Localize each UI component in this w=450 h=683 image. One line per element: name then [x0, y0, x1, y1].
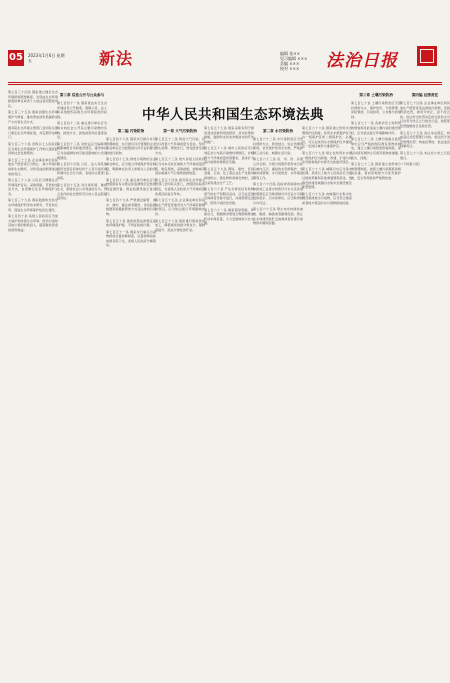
- chapter-heading: 第二编 污染防治: [117, 129, 145, 133]
- chapter-heading: 第一章 大气污染防治: [163, 129, 197, 133]
- article-paragraph: （下转第六版）: [400, 162, 422, 167]
- article-paragraph: 第七百五十七条 国家采取有利于煤炭清洁高效利用的经济、技术政策和措施，鼓励和支持洁净煤技术的开发和推广。: [204, 126, 254, 144]
- article-paragraph: 第七百三十九条 国家鼓励和支持生态环境保护科学技术研究、开发和应用，促进生态环境保护信息化建设。: [8, 198, 58, 212]
- text-column: [400, 90, 450, 660]
- article-paragraph: 国务院生态环境主管部门会同有关部门制定生态环境标准，并定期评估修订。: [8, 126, 58, 140]
- editor-credits: 编辑 张×× 见习编辑 ××× 美编 ××× 校对 ×××: [280, 51, 308, 71]
- article-paragraph: 第七百四十六条 国家实行排污许可管理制度，实行排污许可管理的企业事业单位应当按照排污许可证的要求排放污染物。: [106, 137, 156, 155]
- text-column: [57, 90, 107, 660]
- article-paragraph: 第七百三十四条 国家建立健全生态环境损害赔偿制度，对造成生态环境损害的单位或者个人依法追究赔偿责任。: [8, 90, 58, 108]
- article-paragraph: 第七百六十四条 直接或者间接向水体排放工业废水和医疗污水以及其他按照规定应当取得排污许可证方可排放的废水、污水的单位，应当取得排污许可证。: [253, 182, 303, 205]
- article-paragraph: 第七百五十九条 钢铁、建材、有色金属、石油、化工等企业生产过程中排放粉尘、硫化物和氮氧化物的，应当采用清洁生产工艺。: [204, 166, 254, 185]
- article-paragraph: 第七百五十四条 国务院生态环境主管部门会同有关部门，按照国务院的规定，对省级人民政府大气环境质量改善目标进行考核。: [155, 177, 205, 196]
- header-rule-thin: [8, 84, 442, 85]
- text-column: [106, 126, 156, 660]
- masthead-seal-icon: [417, 46, 437, 66]
- chapter-heading: 第二章 水污染防治: [262, 129, 293, 133]
- article-paragraph: 第七百七十一条 各类涉及土地利用的规划和可能造成土壤污染的建设项目，应当依法进行环境影响评价。: [351, 121, 401, 135]
- article-paragraph: 第七百六十五条 禁止向水体排放油类、酸液、碱液或者剧毒废液。禁止在水体清洗装贮过油类或者有毒污染物的车辆和容器。: [253, 207, 303, 226]
- article-paragraph: 第七百六十七条 禁止在饮用水水源一级保护区内新建、改建、扩建与供水设施和保护水源无关的建设项目。: [302, 150, 352, 165]
- text-column: [253, 126, 303, 660]
- text-column: [204, 126, 254, 660]
- article-paragraph: 第七百三十八条 公民应当增强生态环境保护意识，采取低碳、节俭的生活方式，自觉履行生态环境保护义务。: [8, 178, 58, 196]
- article-paragraph: 第七百三十五条 国家加强生态环境保护与修复，推动形成绿色低碳的生产方式和生活方式。: [8, 110, 58, 124]
- article-paragraph: 第七百五十六条 国家推行煤炭洗选加工，降低煤炭的硫分和灰分，限制高硫分、高灰分煤炭的开采。: [155, 218, 205, 232]
- article-paragraph: 第七百五十二条 防治大气污染，应当以改善大气环境质量为目标，坚持源头治理、规划先行，转变经济发展方式。: [155, 137, 205, 155]
- article-paragraph: 第七百三十六条 县级以上人民政府应当将生态环境保护工作纳入国民经济和社会发展规划。: [8, 141, 58, 156]
- date-line: 2023年1月6日 星期五: [28, 53, 65, 63]
- article-paragraph: 第七百五十五条 企业事业单位和其他生产经营者建设对大气环境有影响的项目，应当依法进行环境影响评价。: [155, 198, 205, 216]
- article-paragraph: 第七百四十四条 公民、法人和其他组织发现任何单位和个人有污染环境和破坏生态行为的，有权向主管部门举报。: [57, 162, 107, 180]
- article-paragraph: 第七百六十条 产生含挥发性有机物废气的生产和服务活动，应当在密闭空间或者设备中进行，并按照规定安装、使用污染防治设施。: [204, 187, 254, 205]
- masthead-logo: 法治日报: [326, 51, 398, 71]
- article-paragraph: 第七百五十一条 国家实行重点污染物排放总量控制制度，总量控制指标由国务院下达，省级人民政府分解落实。: [106, 229, 156, 248]
- article-paragraph: 第七百四十八条 重点排污单位应当按照国家有关规定和监测规范安装使用监测设备，保证监测设备正常运行。: [106, 177, 156, 196]
- article-paragraph: 第七百四十二条 重点排污单位应当如实向社会公开其主要污染物的名称、排放方式、排放浓度和总量等信息。: [57, 121, 107, 140]
- article-paragraph: 第七百六十二条 水污染防治应当坚持预防为主、防治结合、综合治理的原则，优先保护饮用水水源，严格控制工业污染、城镇生活污染。: [253, 137, 303, 155]
- chapter-heading: 第四编 法律责任: [411, 93, 439, 97]
- article-paragraph: 第七百七十四条 企业事业单位和其他生产经营者违法排放污染物，受到罚款处罚，被责令改正，拒不改正的，依法作出处罚决定的行政机关可以自责令改正之日的次日起，按照原处罚数额按日连续处罚。: [400, 101, 450, 128]
- article-paragraph: 第七百四十条 各级人民政府应当加大保护和改善生态环境、防治污染和其他公害的财政投入，提高财政资金的使用效益。: [8, 214, 58, 233]
- article-paragraph: 第七百六十九条 向城镇污水集中处理设施排放水污染物，应当符合国家或者地方规定的水污染物排放标准。: [302, 191, 352, 205]
- page-number: 05: [8, 50, 24, 66]
- article-paragraph: 第七百六十八条 城镇污水应当集中处理。县级以上地方人民政府应当通过财政预算和其他渠道筹集资金，统筹安排建设城镇污水集中处理设施及配套管网。: [302, 166, 352, 190]
- article-paragraph: 第七百七十五条 违反本法规定，构成违反治安管理行为的，依法给予治安管理处罚；构成犯罪的，依法追究刑事责任。: [400, 130, 450, 149]
- article-paragraph: 第七百七十三条 国家建立农用地分类管理制度。按照土壤污染程度和相关标准，将农用地划分为优先保护类、安全利用类和严格管控类。: [351, 162, 401, 180]
- page-headline: 中华人民共和国生态环境法典: [142, 107, 324, 123]
- article-paragraph: 第七百七十条 土壤污染防治应当坚持预防为主、保护优先、分类管理、风险管控、污染担责、公众参与的原则。: [351, 101, 401, 119]
- text-column: [351, 90, 401, 660]
- page-header: [8, 44, 442, 82]
- article-paragraph: 第七百四十三条 对依法应当编制环境影响报告书的建设项目，建设单位应当在编制时向可能受影响的公众说明情况。: [57, 141, 107, 160]
- chapter-heading: 第三章 土壤污染防治: [359, 93, 393, 97]
- text-column: [8, 90, 58, 660]
- article-paragraph: 第七百四十七条 排放污染物的企业事业单位，应当建立环境保护责任制度，明确单位负责人和相关人员的责任。: [106, 157, 156, 176]
- header-rule: [8, 82, 442, 83]
- article-paragraph: 第七百六十三条 省、市、县、乡建立河长制，分级分段组织领导本行政区域内江河、湖泊的水资源保护、水域岸线管理、水污染防治、水环境治理等工作。: [253, 157, 303, 180]
- article-paragraph: 第七百五十八条 城市人民政府可以划定并公布高污染燃料禁燃区，并根据大气环境质量改善要求，逐步扩大高污染燃料禁燃区范围。: [204, 146, 254, 165]
- section-title: 新法: [99, 49, 134, 68]
- text-column: [155, 126, 205, 660]
- article-paragraph: 第七百四十一条 国家依法实行生态环境信息公开制度，保障公民、法人和其他组织获取生态环境信息的权利。: [57, 101, 107, 119]
- article-paragraph: 第七百五十条 国家依照法律规定征收环境保护税，不再征收排污费。: [106, 218, 156, 228]
- article-paragraph: 第七百五十三条 地方各级人民政府应当对本行政区域的大气环境质量负责，制定规划，采取措施，控制或者逐步削减大气污染物的排放量。: [155, 157, 205, 176]
- article-paragraph: 第七百六十六条 国家建立饮用水水源保护区制度。饮用水水源保护区分为一级保护区和二级保护区；必要时，可以在饮用水水源保护区外围划定一定的区域作为准保护区。: [302, 126, 352, 149]
- article-paragraph: 第七百三十七条 企业事业单位和其他生产经营者应当防止、减少环境污染和生态破坏，对所造成的损害依法承担责任。: [8, 157, 58, 176]
- chapter-heading: 第三章 信息公开与公众参与: [59, 93, 105, 97]
- article-paragraph: 第七百四十九条 严禁通过暗管、渗井、渗坑、灌注或者篡改、伪造监测数据等逃避监管的方式违法排放污染物。: [106, 198, 156, 216]
- article-paragraph: 第七百七十二条 土壤污染重点监管单位应当严格控制有毒有害物质排放，建立土壤污染隐患排查制度，保证持续有效防止有毒有害物质渗漏、流失、扬散。: [351, 137, 401, 160]
- article-paragraph: 第七百四十五条 对污染环境、破坏生态，损害社会公共利益的行为，符合条件的社会组织可以向人民法院提起诉讼。: [57, 182, 107, 201]
- article-paragraph: 第七百七十六条 本法自公布之日起施行。: [400, 150, 450, 160]
- article-paragraph: 第七百六十一条 国家倡导低碳、环保出行，根据城市规划合理控制燃油机动车保有量，大力发展城市公共交通。: [204, 207, 254, 226]
- text-column: [302, 126, 352, 660]
